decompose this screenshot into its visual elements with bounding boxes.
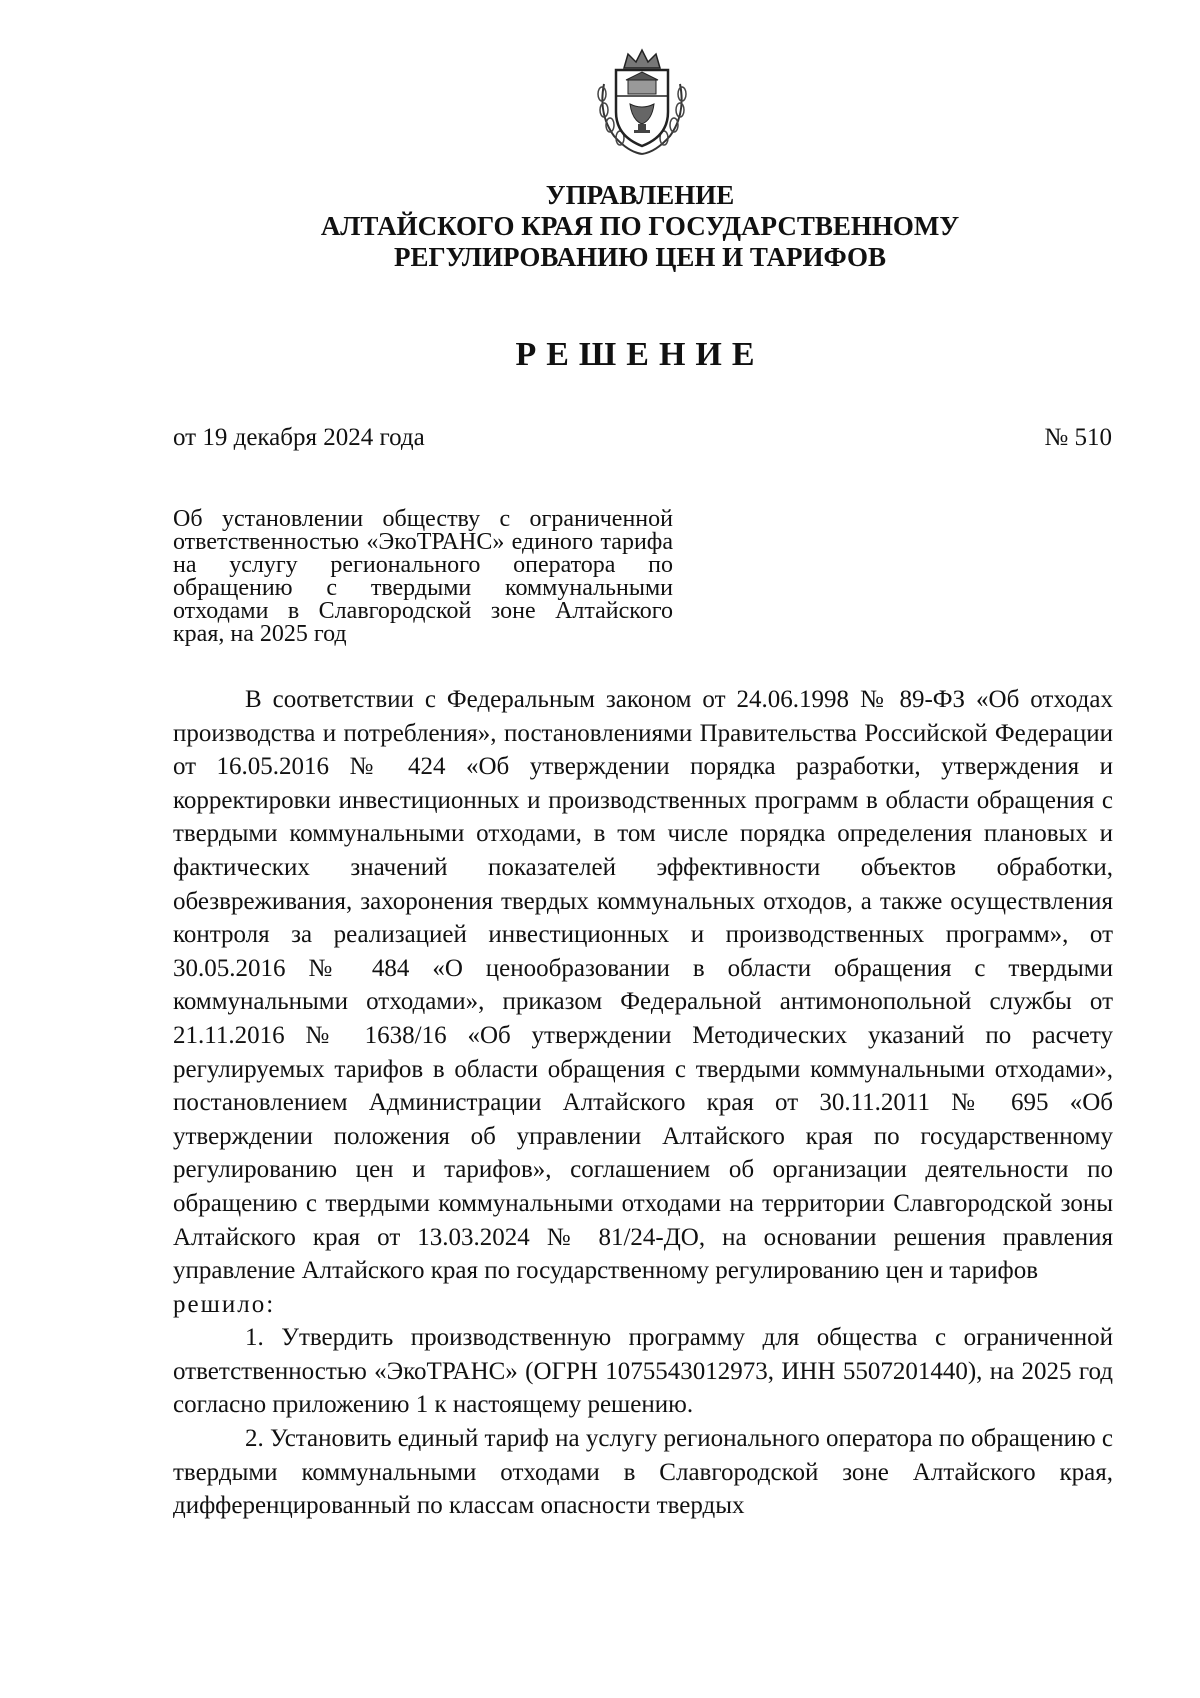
clause-2: 2. Установить единый тариф на услугу регионального оператора по обращению с твердыми коммунальными отходами в Славгородской зоне Алтайского края, дифференцированный по классам опасности твердых — [173, 1425, 1113, 1520]
document-type: РЕШЕНИЕ — [515, 336, 765, 373]
document-number: № 510 — [1044, 424, 1112, 451]
decision-phrase: решило: — [173, 1290, 276, 1318]
authority-line-2: АЛТАЙСКОГО КРАЯ ПО ГОСУДАРСТВЕННОМУ — [320, 211, 960, 241]
authority-line-3: РЕГУЛИРОВАНИЮ ЦЕН И ТАРИФОВ — [393, 242, 887, 272]
document-subject: Об установлении обществу с ограниченной ответственностью «ЭкоТРАНС» единого тарифа на услугу регионального оператора по обращению с твердыми коммунальными отходами в Славгородской зоне Алтайского края, на 2025 год — [173, 506, 673, 647]
preamble-paragraph: В соответствии с Федеральным законом от 24.06.1998 № 89-ФЗ «Об отходах производства и потребления», постановлениями Правительства Российской Федерации от 16.05.2016 № 424 «Об утверждении порядка разработки, утверждения и корректировки инвестиционных и производственных программ в области обращения с твердыми коммунальными отходами, в том числе порядка определения плановых и фактических значений показателей эффективности объектов обработки, обезвреживания, захоронения твердых коммунальных отходов, а также осуществления контроля за реализацией инвестиционных и производственных программ», от 30.05.2016 № 484 «О ценообразовании в области обращения с твердыми коммунальными отходами», приказом Федеральной антимонопольной службы от 21.11.2016 № 1638/16 «Об утверждении Методических указаний по расчету регулируемых тарифов в области обращения с твердыми коммунальными отходами», постановлением Администрации Алтайского края от 30.11.2011 № 695 «Об утверждении положения об управлении Алтайского края по государственному регулированию цен и тарифов», соглашением об организации деятельности по обращению с твердыми коммунальными отходами на территории Славгородской зоны Алтайского края от 13.03.2024 № 81/24-ДО, на основании решения правления управление Алтайского края по государственному регулированию цен и тарифов — [173, 686, 1113, 1285]
coat-of-arms-icon — [590, 44, 694, 160]
issuing-authority — [150, 180, 1130, 273]
document-date: от 19 декабря 2024 года — [173, 424, 425, 451]
document-body — [173, 683, 1113, 1523]
clause-1: 1. Утвердить производственную программу для общества с ограниченной ответственностью «ЭкоТРАНС» (ОГРН 1075543012973, ИНН 5507201440), на 2025 год согласно приложению 1 к настоящему решению. — [173, 1324, 1113, 1419]
authority-line-1: УПРАВЛЕНИЕ — [545, 180, 735, 210]
